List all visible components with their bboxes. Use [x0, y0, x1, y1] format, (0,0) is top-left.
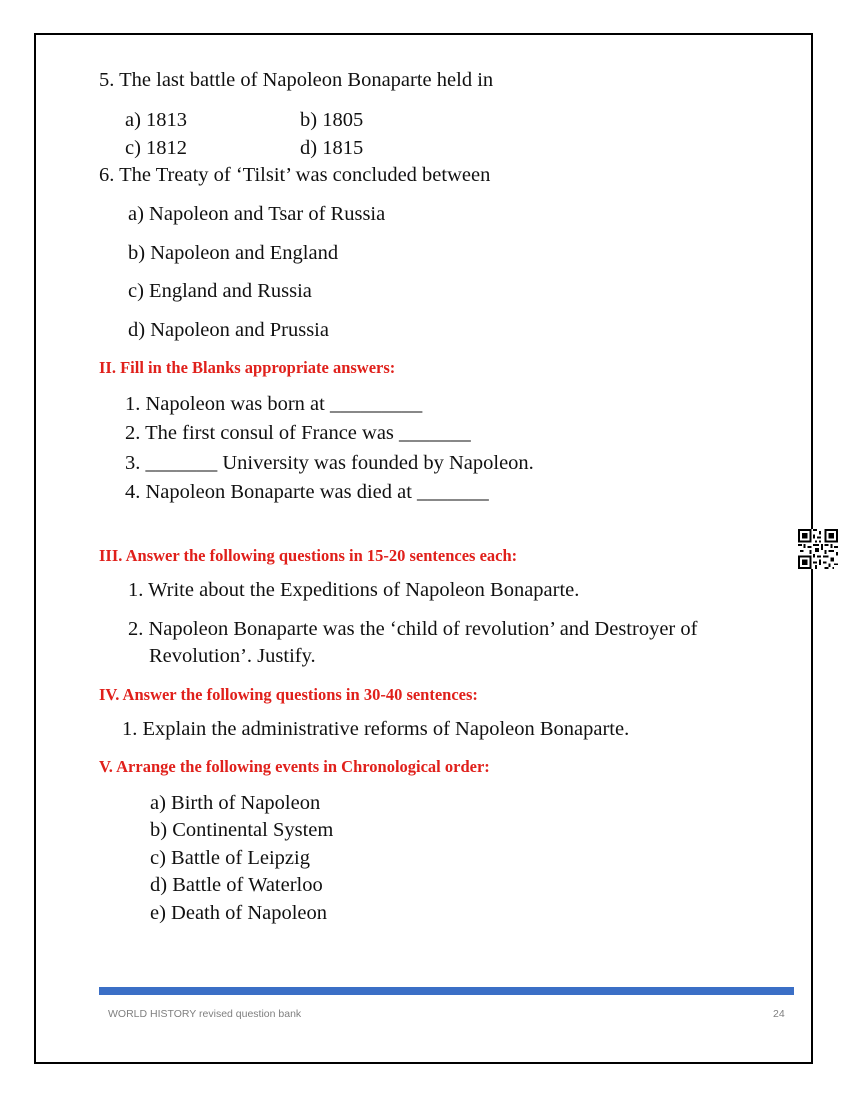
- question-6-option-d: d) Napoleon and Prussia: [128, 319, 329, 341]
- long-answer-item: 1. Explain the administrative reforms of Napoleon Bonaparte.: [122, 718, 630, 740]
- chronology-item: a) Birth of Napoleon: [150, 792, 321, 814]
- section-2-heading: II. Fill in the Blanks appropriate answers:: [99, 358, 396, 377]
- question-6-option-c: c) England and Russia: [128, 280, 312, 302]
- question-5-option-c: c) 1812: [125, 137, 188, 159]
- section-3-heading: III. Answer the following questions in 15-20 sentences each:: [99, 546, 518, 565]
- fill-blank-item: 2. The first consul of France was _______: [125, 422, 471, 444]
- essay-question-item: 2. Napoleon Bonaparte was the ‘child of revolution’ and Destroyer of: [128, 618, 698, 640]
- qr-code-icon: [798, 529, 838, 569]
- chronology-item: b) Continental System: [150, 819, 334, 841]
- question-5-option-b: b) 1805: [300, 109, 364, 131]
- essay-question-item: 1. Write about the Expeditions of Napoleon Bonaparte.: [128, 579, 580, 601]
- chronology-item: d) Battle of Waterloo: [150, 874, 323, 896]
- chronology-item: c) Battle of Leipzig: [150, 847, 310, 869]
- essay-question-item-continued: Revolution’. Justify.: [149, 645, 316, 667]
- question-5-option-d: d) 1815: [300, 137, 364, 159]
- section-5-heading: V. Arrange the following events in Chronological order:: [99, 757, 490, 776]
- fill-blank-item: 4. Napoleon Bonaparte was died at _______: [125, 481, 489, 503]
- chronology-item: e) Death of Napoleon: [150, 902, 328, 924]
- question-6-option-a: a) Napoleon and Tsar of Russia: [128, 203, 386, 225]
- question-5-option-a: a) 1813: [125, 109, 188, 131]
- fill-blank-item: 3. _______ University was founded by Napoleon.: [125, 452, 534, 474]
- question-6-option-b: b) Napoleon and England: [128, 242, 339, 264]
- question-5-stem: 5. The last battle of Napoleon Bonaparte held in: [99, 69, 494, 91]
- page-number: 24: [773, 1008, 785, 1020]
- section-4-heading: IV. Answer the following questions in 30-40 sentences:: [99, 685, 478, 704]
- fill-blank-item: 1. Napoleon was born at _________: [125, 393, 423, 415]
- footer-divider: [99, 987, 794, 995]
- question-6-stem: 6. The Treaty of ‘Tilsit’ was concluded between: [99, 164, 491, 186]
- footer-title: WORLD HISTORY revised question bank: [108, 1008, 302, 1020]
